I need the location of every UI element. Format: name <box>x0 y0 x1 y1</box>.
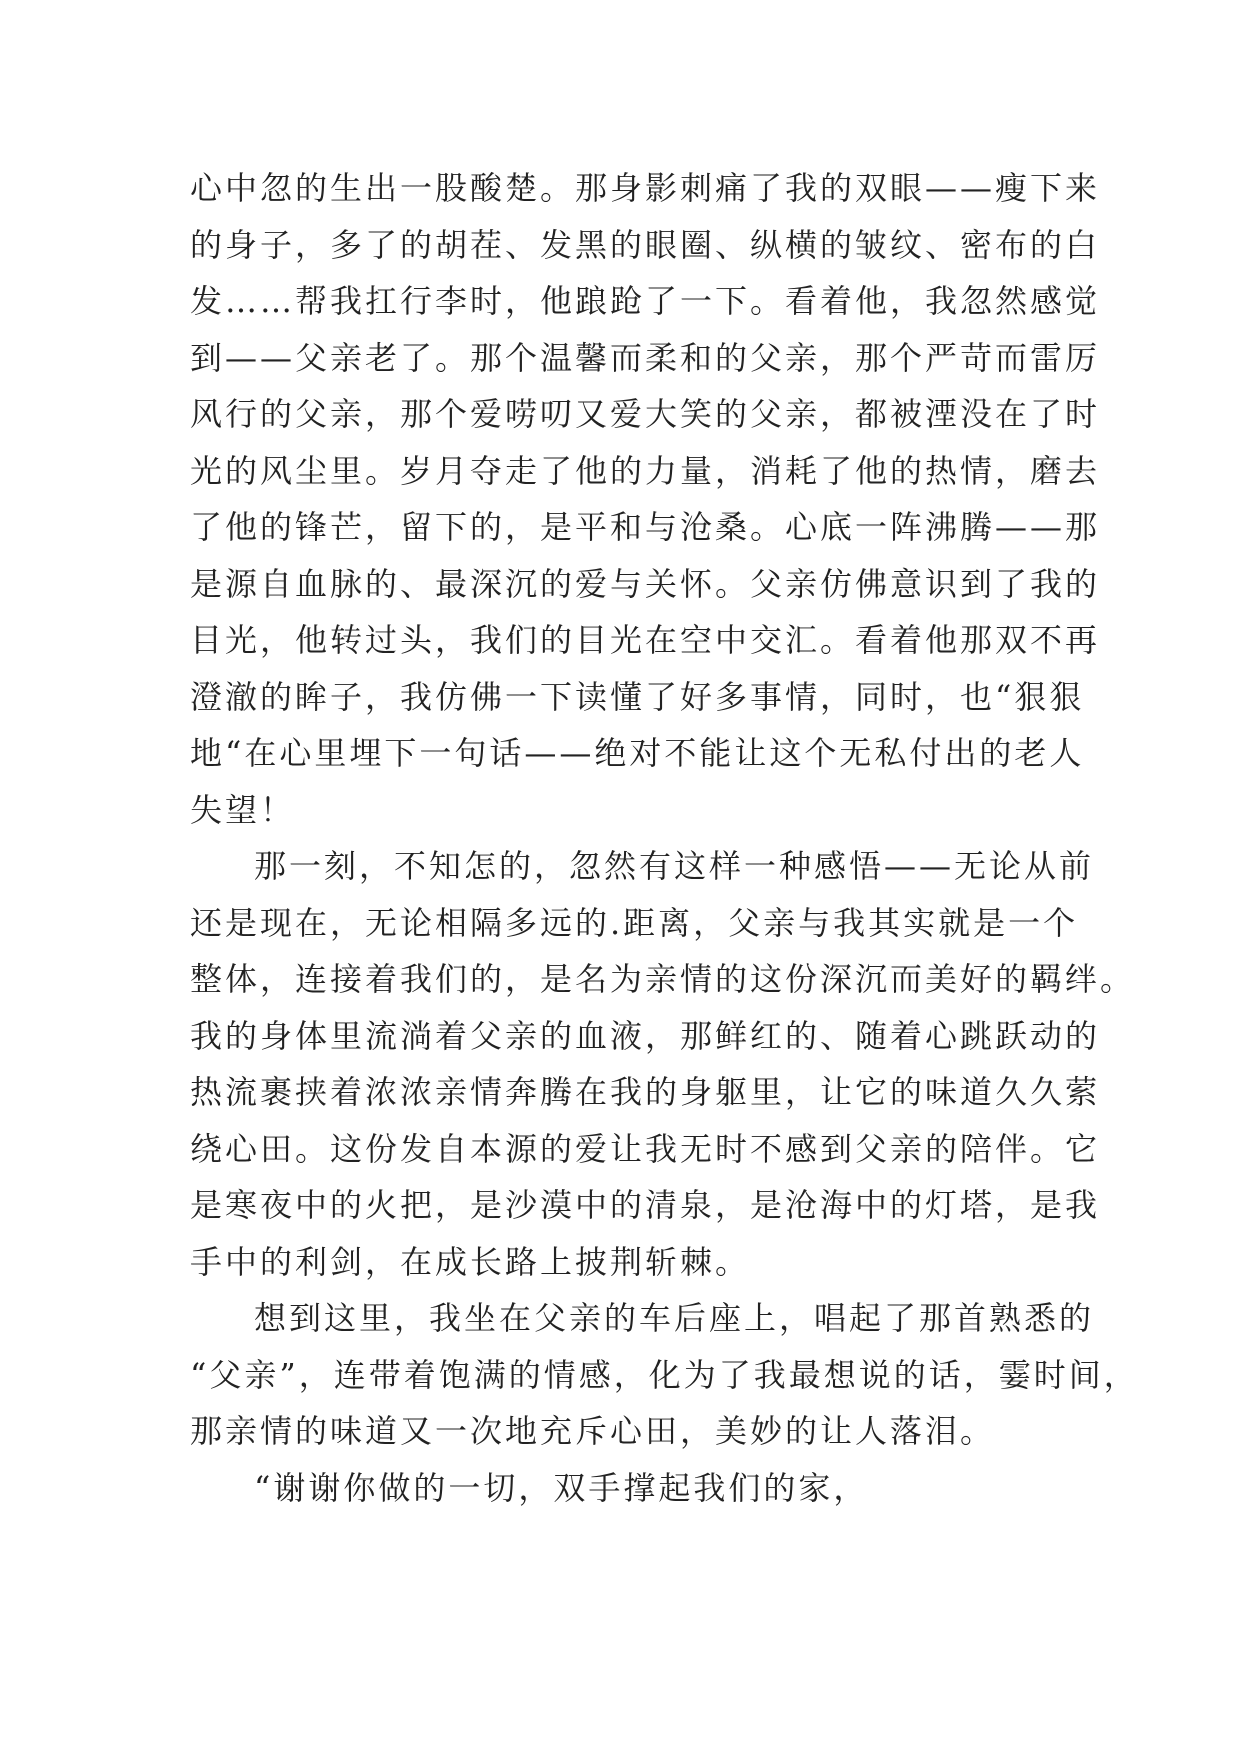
text-line: 的身子，多了的胡茬、发黑的眼圈、纵横的皱纹、密布的白 <box>190 225 1101 264</box>
paragraph-2 <box>190 838 1136 1290</box>
text-line: 我的身体里流淌着父亲的血液，那鲜红的、随着心跳跃动的 <box>190 1016 1101 1055</box>
paragraph-4 <box>190 1460 1050 1517</box>
body-text <box>190 160 1139 1516</box>
text-line: 目光，他转过头，我们的目光在空中交汇。看着他那双不再 <box>190 621 1101 659</box>
text-line: 心中忽的生出一股酸楚。那身影刺痛了我的双眼——瘦下来 <box>190 169 1101 207</box>
text-line: 是源自血脉的、最深沉的爱与关怀。父亲仿佛意识到了我的 <box>190 564 1101 603</box>
text-line: 澄澈的眸子，我仿佛一下读懂了好多事情，同时，也“狠狠 <box>190 677 1085 716</box>
text-line: 绕心田。这份发自本源的爱让我无时不感到父亲的陪伴。它 <box>190 1129 1101 1168</box>
text-line: 那一刻，不知怎的，忽然有这样一种感悟——无论从前 <box>254 847 1095 885</box>
text-line: “父亲”，连带着饱满的情感，化为了我最想说的话，霎时间， <box>190 1355 1139 1394</box>
text-line: 了他的锋芒，留下的，是平和与沧桑。心底一阵沸腾——那 <box>190 508 1101 546</box>
text-line: 到——父亲老了。那个温馨而柔和的父亲，那个严苛而雷厉 <box>190 338 1101 377</box>
text-line: 还是现在，无论相隔多远的.距离，父亲与我其实就是一个 <box>190 903 1079 942</box>
text-line: 发……帮我扛行李时，他踉跄了一下。看着他，我忽然感觉 <box>190 282 1101 320</box>
paragraph-1 <box>190 160 1101 838</box>
text-line: 那亲情的味道又一次地充斥心田，美妙的让人落泪。 <box>190 1412 996 1450</box>
text-line: 是寒夜中的火把，是沙漠中的清泉，是沧海中的灯塔，是我 <box>190 1186 1101 1224</box>
text-line: 热流裹挟着浓浓亲情奔腾在我的身躯里，让它的味道久久萦 <box>190 1073 1101 1111</box>
text-line: 失望！ <box>190 790 296 829</box>
text-line: 地“在心里埋下一句话——绝对不能让这个无私付出的老人 <box>190 734 1085 772</box>
text-line: “谢谢你做的一切，双手撑起我们的家， <box>254 1468 869 1507</box>
paragraph-3 <box>190 1290 1139 1460</box>
text-line: 手中的利剑，在成长路上披荆斩棘。 <box>190 1242 751 1281</box>
text-line: 想到这里，我坐在父亲的车后座上，唱起了那首熟悉的 <box>254 1299 1095 1337</box>
text-line: 风行的父亲，那个爱唠叨又爱大笑的父亲，都被湮没在了时 <box>190 395 1101 433</box>
text-line: 光的风尘里。岁月夺走了他的力量，消耗了他的热情，磨去 <box>190 451 1101 490</box>
text-line: 整体，连接着我们的，是名为亲情的这份深沉而美好的羁绊。 <box>190 960 1136 998</box>
